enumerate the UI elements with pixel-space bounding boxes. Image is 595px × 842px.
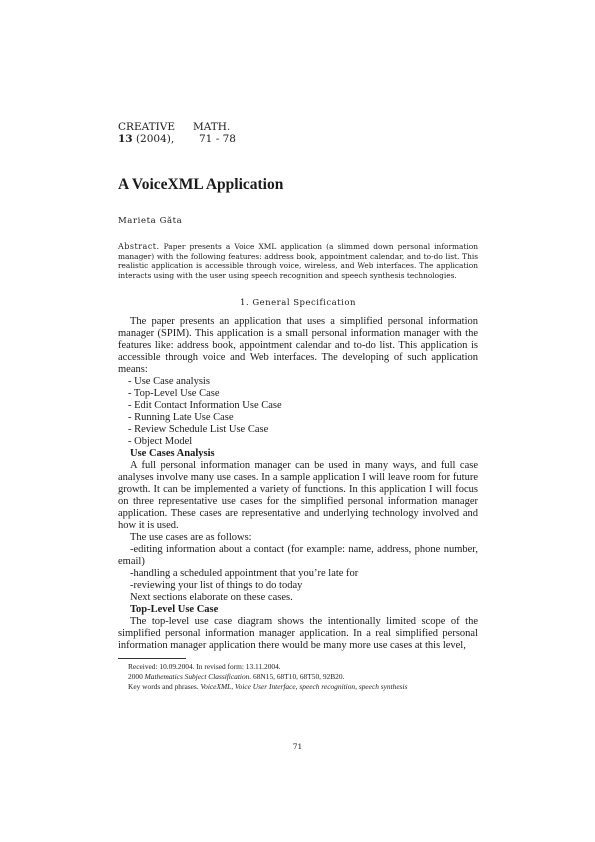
section-heading: 1. General Specification bbox=[240, 298, 356, 308]
msc-classification bbox=[118, 672, 478, 682]
abstract-label: Abstract. bbox=[118, 242, 160, 251]
author-name: Marieta Găta bbox=[118, 216, 183, 226]
paragraph: -handling a scheduled appointment that you’re late for bbox=[130, 568, 359, 579]
journal-name-b: MATH. bbox=[193, 121, 231, 133]
paragraph: The use cases are as follows: bbox=[130, 532, 252, 543]
list-item: - Top-Level Use Case bbox=[128, 388, 220, 399]
list-item: - Review Schedule List Use Case bbox=[128, 424, 269, 435]
paragraph: The top-level use case diagram shows the intentionally limited scope of the simplified personal information manager application. In a real simplified personal information manager application there would be many more use cases at this level, bbox=[118, 616, 478, 651]
paper-title: A VoiceXML Application bbox=[118, 176, 284, 193]
abstract bbox=[118, 242, 478, 280]
footnotes bbox=[118, 662, 478, 692]
received-date: Received: 10.09.2004. In revised form: 13.11.2004. bbox=[128, 662, 281, 671]
paragraph: A full personal information manager can be used in many ways, and full case analyses involve many use cases. In a sample application I will leave room for future growth. It can be implemented a variety of functions. In this application I will focus on three representative use cases for the simplified personal information manager application. These cases are representative and underlying technology involved and how it is used. bbox=[118, 460, 478, 531]
paragraph: -editing information about a contact (for example: name, address, phone number, email) bbox=[118, 544, 478, 567]
journal-pages: 71 - 78 bbox=[199, 133, 236, 145]
keywords-italic: VoiceXML, Voice User Interface, speech recognition, speech synthesis bbox=[200, 682, 408, 691]
subsection-heading: Use Cases Analysis bbox=[130, 448, 215, 459]
keywords-label: Key words and phrases. bbox=[128, 682, 201, 691]
paragraph: The paper presents an application that uses a simplified personal information manager (SPIM). This application is a small personal information manager with the features like: address book, appointment calendar and to-do list. This application is accessible through voice and Web interfaces. The developing of such application means: bbox=[118, 316, 478, 375]
paragraph: -reviewing your list of things to do today bbox=[130, 580, 303, 591]
journal-volume-year bbox=[118, 133, 193, 145]
msc-italic: Mathematics Subject Classification. bbox=[144, 672, 252, 681]
journal-name-a: CREATIVE bbox=[118, 121, 176, 133]
subsection-heading: Top-Level Use Case bbox=[130, 604, 219, 615]
keywords bbox=[118, 682, 478, 692]
journal-year: (2004), bbox=[132, 133, 175, 145]
abstract-text: Paper presents a Voice XML application (a slimmed down personal information manager) with the following features: address book, appointment calendar, and to-do list. This realistic application is accessible through voice, wireless, and Web interfaces. The application interacts using with the user using speech recognition and speech synthesis technologies. bbox=[118, 242, 478, 280]
list-item: - Use Case analysis bbox=[128, 376, 210, 387]
journal-volume: 13 bbox=[118, 133, 133, 145]
msc-codes: 68N15, 68T10, 68T50, 92B20. bbox=[251, 672, 345, 681]
list-item: - Object Model bbox=[128, 436, 193, 447]
page-number: 71 bbox=[292, 742, 303, 751]
list-item: - Running Late Use Case bbox=[128, 412, 234, 423]
footnote-rule bbox=[118, 658, 186, 659]
msc-label: 2000 bbox=[128, 672, 145, 681]
list-item: - Edit Contact Information Use Case bbox=[128, 400, 282, 411]
body-text bbox=[118, 316, 478, 652]
paragraph: Next sections elaborate on these cases. bbox=[130, 592, 293, 603]
